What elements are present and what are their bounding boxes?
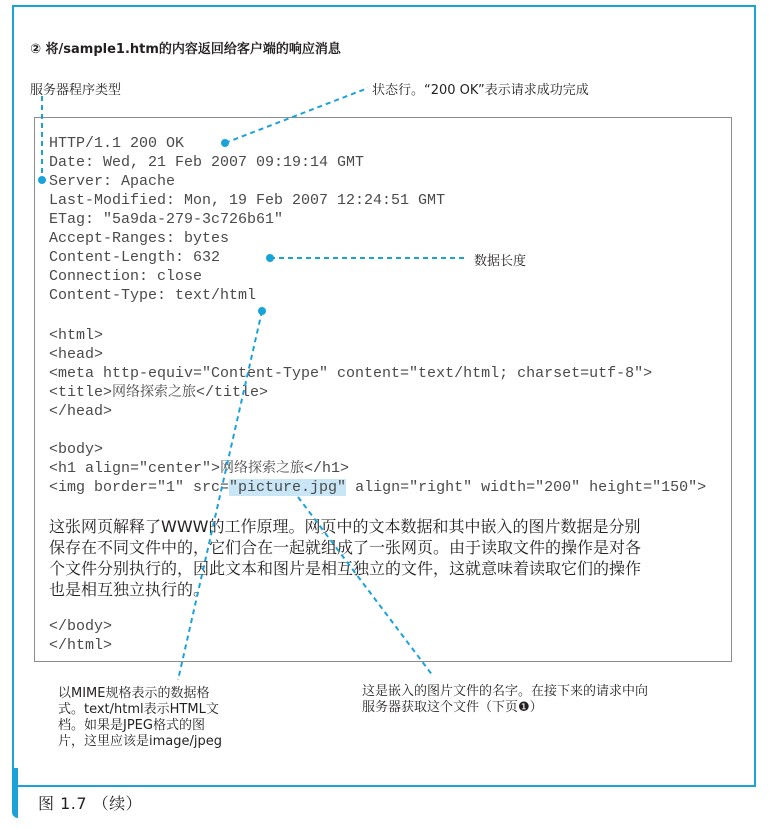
header-line: Server: Apache [49, 173, 176, 190]
paragraph-line: 保存在不同文件中的，它们合在一起就组成了一张网页。由于读取文件的操作是对各 [49, 538, 642, 557]
html-line: <html> [49, 327, 104, 344]
html-line: <body> [49, 441, 104, 458]
html-line: <head> [49, 346, 104, 363]
img-tag-start: <img border="1" src= [49, 479, 230, 496]
h1-open-tag: <h1 align="center"> [49, 460, 221, 477]
h1-close-tag: </h1> [304, 460, 350, 477]
note-line: 片，这里应该是image/jpeg [58, 734, 222, 749]
note-line: 服务器获取这个文件（下页❶） [362, 700, 543, 715]
title-close-tag: </title> [196, 384, 269, 401]
paragraph-line: 也是相互独立执行的。 [49, 580, 210, 599]
server-type-dot [38, 176, 46, 184]
data-length-label: 数据长度 [474, 254, 527, 269]
status-line-leader [225, 88, 368, 143]
note-line: 档。如果是JPEG格式的图 [58, 718, 205, 733]
note-line: 这是嵌入的图片文件的名字。在接下来的请求中向 [362, 684, 649, 699]
paragraph-line: 个文件分别执行的，因此文本和图片是相互独立的文件，这就意味着读取它们的操作 [49, 559, 642, 578]
mime-dot [258, 307, 266, 315]
html-line: <meta http-equiv="Content-Type" content="text/html; charset=utf-8"> [49, 365, 653, 382]
header-line: Accept-Ranges: bytes [49, 230, 230, 247]
status-line-label: 状态行。“200 OK”表示请求成功完成 [372, 83, 589, 98]
figure-heading: ② 将/sample1.htm的内容返回给客户端的响应消息 [30, 42, 341, 57]
image-src-leader [298, 497, 433, 676]
header-line: Date: Wed, 21 Feb 2007 09:19:14 GMT [49, 154, 365, 171]
header-line: Last-Modified: Mon, 19 Feb 2007 12:24:51 GMT [49, 192, 446, 209]
header-line: ETag: "5a9da-279-3c726b61" [49, 211, 284, 228]
note-line: 以MIME规格表示的数据格 [58, 686, 210, 701]
h1-text: 网络探索之旅 [220, 460, 305, 476]
header-line: HTTP/1.1 200 OK [49, 135, 185, 152]
header-line: Content-Length: 632 [49, 249, 221, 266]
title-text: 网络探索之旅 [112, 384, 197, 400]
html-line: </html> [49, 637, 113, 654]
img-src-highlight: "picture.jpg" [229, 479, 347, 496]
img-tag-end: align="right" width="200" height="150"> [346, 479, 707, 496]
header-line: Content-Type: text/html [49, 287, 257, 304]
html-line: </body> [49, 618, 113, 635]
header-line: Connection: close [49, 268, 203, 285]
note-line: 式。text/html表示HTML文 [58, 702, 219, 717]
figure-caption: 图 1.7 （续） [38, 794, 143, 813]
mime-leader [178, 311, 262, 680]
title-open-tag: <title> [49, 384, 113, 401]
server-type-label: 服务器程序类型 [30, 83, 122, 98]
paragraph-line: 这张网页解释了WWW的工作原理。网页中的文本数据和其中嵌入的图片数据是分别 [49, 517, 641, 536]
status-line-dot [221, 139, 229, 147]
data-length-dot [266, 254, 274, 262]
html-line: </head> [49, 403, 113, 420]
